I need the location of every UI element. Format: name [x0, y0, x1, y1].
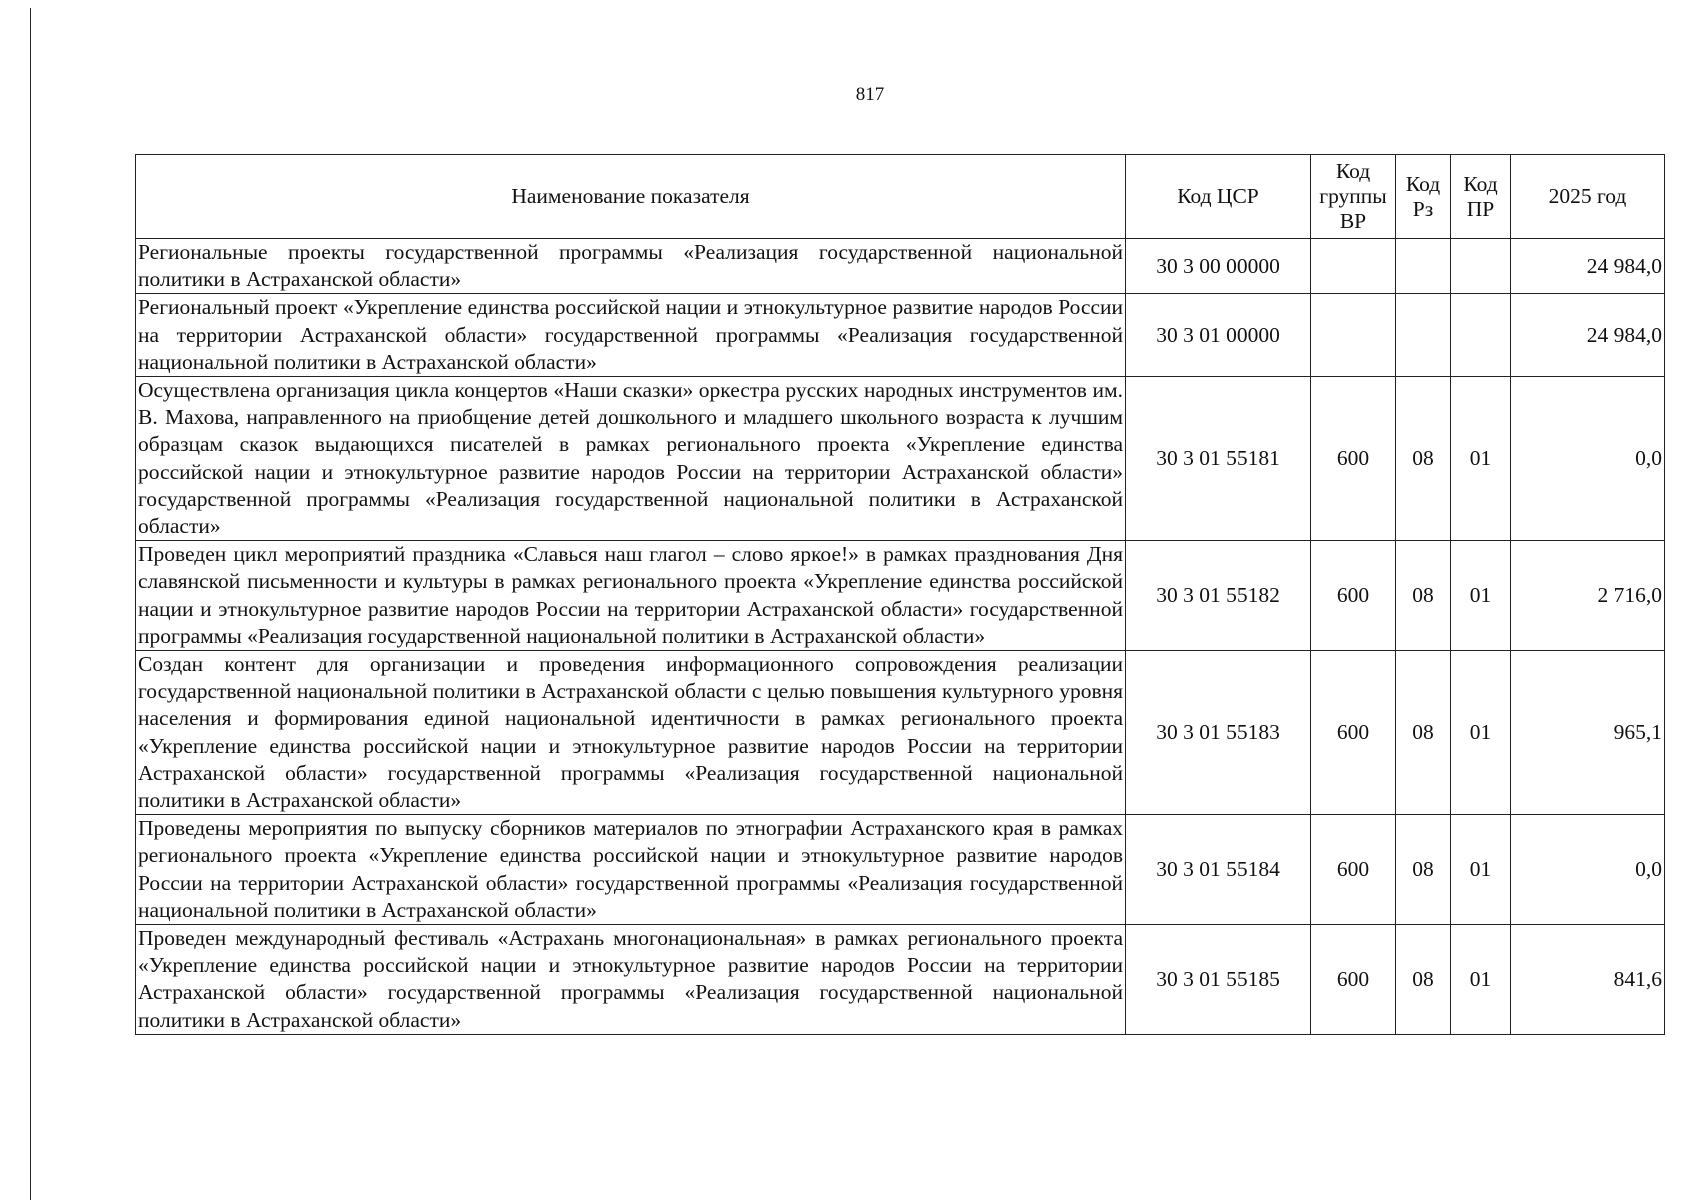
row-name: Осуществлена организация цикла концертов «Наши сказки» оркестра русских народных инструментов им. В. Махова, направленного на приобщение детей дошкольного и младшего школьного возраста к лучшим образцам сказок выдающихся писателей в рамках регионального проекта «Укрепление единства российской нации и этнокультурное развитие народов России на территории Астраханской области» государственной программы «Реализация государственной национальной политики в Астраханской области»	[136, 377, 1126, 541]
header-year: 2025 год	[1511, 155, 1665, 239]
row-rz: 08	[1396, 815, 1451, 925]
row-value: 2 716,0	[1511, 541, 1665, 651]
row-rz	[1396, 239, 1451, 294]
row-csr: 30 3 01 55184	[1126, 815, 1311, 925]
table-row	[136, 815, 1665, 925]
row-rz: 08	[1396, 377, 1451, 541]
scan-edge-line	[30, 8, 31, 1200]
row-value: 0,0	[1511, 377, 1665, 541]
header-rz: Код Рз	[1396, 155, 1451, 239]
table-header	[136, 155, 1665, 239]
table-row	[136, 925, 1665, 1035]
row-vr: 600	[1311, 925, 1396, 1035]
row-pr	[1451, 294, 1511, 377]
row-name: Проведены мероприятия по выпуску сборников материалов по этнографии Астраханского края в рамках регионального проекта «Укрепление единства российской нации и этнокультурное развитие народов России на территории Астраханской области» государственной программы «Реализация государственной национальной политики в Астраханской области»	[136, 815, 1126, 925]
row-csr: 30 3 01 55185	[1126, 925, 1311, 1035]
row-rz: 08	[1396, 925, 1451, 1035]
row-csr: 30 3 01 55183	[1126, 651, 1311, 815]
row-pr: 01	[1451, 377, 1511, 541]
row-pr: 01	[1451, 651, 1511, 815]
row-name: Проведен цикл мероприятий праздника «Славься наш глагол – слово яркое!» в рамках празднования Дня славянской письменности и культуры в рамках регионального проекта «Укрепление единства российской нации и этнокультурное развитие народов России на территории Астраханской области» государственной программы «Реализация государственной национальной политики в Астраханской области»	[136, 541, 1126, 651]
table-row	[136, 294, 1665, 377]
row-name: Региональные проекты государственной программы «Реализация государственной национальной политики в Астраханской области»	[136, 239, 1126, 294]
row-value: 24 984,0	[1511, 294, 1665, 377]
row-vr	[1311, 239, 1396, 294]
row-vr: 600	[1311, 541, 1396, 651]
header-pr: Код ПР	[1451, 155, 1511, 239]
row-name: Проведен международный фестиваль «Астрахань многонациональная» в рамках регионального проекта «Укрепление единства российской нации и этнокультурное развитие народов России на территории Астраханской области» государственной программы «Реализация государственной национальной политики в Астраханской области»	[136, 925, 1126, 1035]
row-csr: 30 3 01 00000	[1126, 294, 1311, 377]
row-vr	[1311, 294, 1396, 377]
row-vr: 600	[1311, 651, 1396, 815]
row-pr: 01	[1451, 925, 1511, 1035]
row-csr: 30 3 01 55182	[1126, 541, 1311, 651]
row-pr: 01	[1451, 815, 1511, 925]
header-csr: Код ЦСР	[1126, 155, 1311, 239]
row-vr: 600	[1311, 377, 1396, 541]
row-pr: 01	[1451, 541, 1511, 651]
page-number: 817	[855, 84, 885, 105]
row-value: 965,1	[1511, 651, 1665, 815]
table-row	[136, 377, 1665, 541]
row-name: Создан контент для организации и проведения информационного сопровождения реализации государственной национальной политики в Астраханской области с целью повышения культурного уровня населения и формирования единой национальной идентичности в рамках регионального проекта «Укрепление единства российской нации и этнокультурное развитие народов России на территории Астраханской области» государственной программы «Реализация государственной национальной политики в Астраханской области»	[136, 651, 1126, 815]
table-row	[136, 541, 1665, 651]
row-rz: 08	[1396, 651, 1451, 815]
row-value: 841,6	[1511, 925, 1665, 1035]
header-name: Наименование показателя	[136, 155, 1126, 239]
table-row	[136, 651, 1665, 815]
header-vr: Код группы ВР	[1311, 155, 1396, 239]
row-value: 0,0	[1511, 815, 1665, 925]
row-rz: 08	[1396, 541, 1451, 651]
row-name: Региональный проект «Укрепление единства российской нации и этнокультурное развитие народов России на территории Астраханской области» государственной программы «Реализация государственной национальной политики в Астраханской области»	[136, 294, 1126, 377]
budget-table	[135, 154, 1665, 1035]
row-csr: 30 3 00 00000	[1126, 239, 1311, 294]
row-rz	[1396, 294, 1451, 377]
row-pr	[1451, 239, 1511, 294]
table-row	[136, 239, 1665, 294]
row-value: 24 984,0	[1511, 239, 1665, 294]
row-vr: 600	[1311, 815, 1396, 925]
row-csr: 30 3 01 55181	[1126, 377, 1311, 541]
